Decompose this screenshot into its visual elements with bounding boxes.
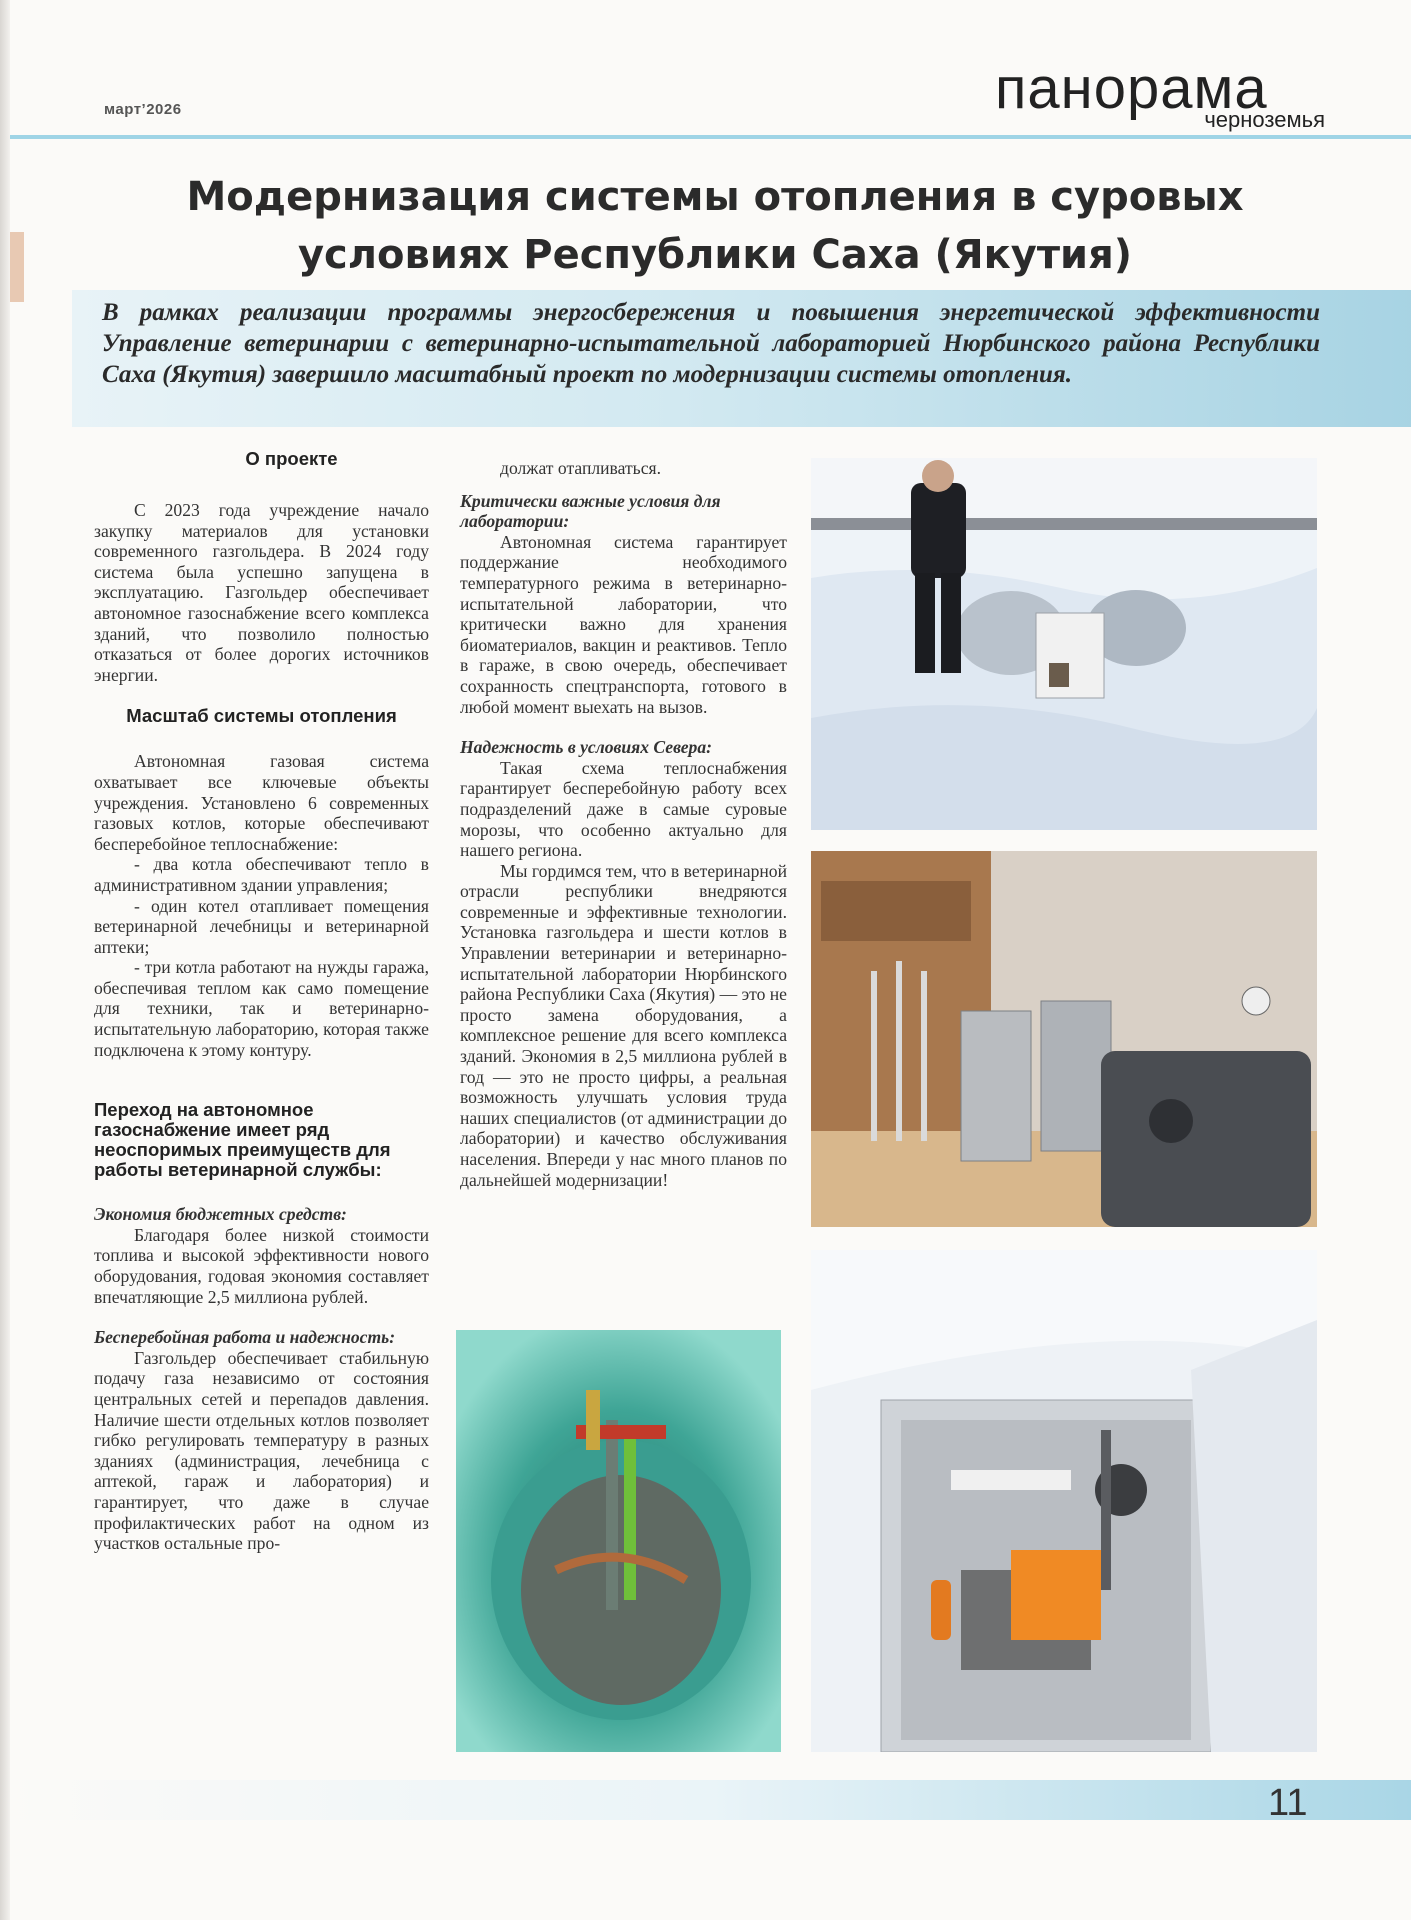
photo-gasholder-outdoor — [811, 458, 1317, 830]
heading-lab: Критически важные условия для лаборатории: — [460, 490, 721, 532]
list-item-2: - один котел отапливает помещения ветеринарной лечебницы и ветеринарной аптеки; — [94, 895, 429, 957]
title-line-1: Модернизация системы отопления в суровых — [186, 174, 1244, 220]
page-spine-shadow — [0, 0, 10, 1920]
lead-paragraph: В рамках реализации программы энергосбережения и повышения энергетической эффективности Управление ветеринарии с ветеринарно-испытательной лабораторией Нюрбинского района Республики Саха (Якутия) завершило масштабный проект по модернизации системы отопления. — [102, 299, 1320, 388]
logo-main-label: панорама — [995, 56, 1268, 121]
text-column-1 — [94, 448, 429, 1554]
heading-reliability: Бесперебойная работа и надежность: — [94, 1327, 396, 1348]
paragraph-proud: Мы гордимся тем, что в ветеринарной отрасли республики внедряются современные и эффективные технологии. Установка газгольдера и шести котлов в Управлении ветеринарии и ветеринарно-испытательной лаборатории Нюрбинского района Республики Саха (Якутия) — это не просто замена оборудования, а комплексное решение для всего комплекса зданий. Экономия в 2,5 миллиона рублей в год — это не просто цифры, а реальная возможность улучшать условия труда наших специалистов (от администрации до лаборатории) и качество обслуживания населения. Впереди у нас много планов по дальнейшей модернизации! — [460, 860, 787, 1190]
logo-subtitle: черноземья — [1204, 107, 1325, 132]
list-item-1: - два котла обеспечивают тепло в административном здании управления; — [94, 854, 429, 895]
photo-gasholder-tank — [456, 1330, 781, 1752]
text-column-2 — [460, 458, 787, 1190]
list-item-3: - три котла работают на нужды гаража, обеспечивая теплом как само помещение для техники, так и ветеринарно-испытательную лабораторию, которая также подключена к этому контуру. — [94, 957, 429, 1060]
heading-economy: Экономия бюджетных средств: — [94, 1204, 347, 1225]
title-line-2: условиях Республики Саха (Якутия) — [297, 232, 1133, 278]
heading-transition: Переход на автономное газоснабжение имеет ряд неоспоримых преимуществ для работы ветеринарной службы: — [94, 1099, 391, 1181]
side-color-tab — [10, 232, 24, 302]
article-title — [70, 168, 1360, 284]
photo-boiler-room — [811, 851, 1317, 1227]
paragraph-continuation: должат отапливаться. — [500, 458, 661, 478]
page-number: 11 — [1268, 1782, 1308, 1824]
header-rule — [10, 135, 1411, 139]
paragraph-north: Такая схема теплоснабжения гарантирует бесперебойную работу всех подразделений даже в самые суровые морозы, что особенно актуально для нашего региона. — [460, 757, 787, 861]
heading-north: Надежность в условиях Севера: — [460, 737, 713, 758]
issue-date: март’2026 — [104, 101, 182, 118]
magazine-logo — [995, 58, 1335, 136]
paragraph-lab: Автономная система гарантирует поддержание необходимого температурного режима в ветеринарно-испытательной лаборатории, что критически важно для хранения биоматериалов, вакцин и реактивов. Тепло в гараже, в свою очередь, обеспечивает сохранность спецтранспорта, готового в любой момент выехать на вызов. — [460, 531, 787, 717]
paragraph-about: С 2023 года учреждение начало закупку материалов для установки современного газгольдера. В 2024 году система была успешно запущена в эксплуатацию. Газгольдер обеспечивает автономное газоснабжение всего комплекса зданий, что позволило полностью отказаться от более дорогих источников энергии. — [94, 500, 429, 685]
heading-scale: Масштаб системы отопления — [126, 705, 397, 727]
heading-about: О проекте — [245, 448, 338, 469]
photo-equipment-cabinet — [811, 1250, 1317, 1752]
paragraph-scale: Автономная газовая система охватывает все ключевые объекты учреждения. Установлено 6 современных газовых котлов, которые обеспечивают бесперебойное теплоснабжение: — [94, 751, 429, 854]
footer-band — [10, 1780, 1411, 1820]
paragraph-economy: Благодаря более низкой стоимости топлива и высокой эффективности нового оборудования, годовая экономия составляет впечатляющие 2,5 миллиона рублей. — [94, 1224, 429, 1307]
paragraph-reliability: Газгольдер обеспечивает стабильную подачу газа независимо от состояния центральных сетей и перепадов давления. Наличие шести отдельных котлов позволяет гибко регулировать температуру в разных зданиях (администрация, лечебница с аптекой, гараж и лаборатория) и гарантирует, что даже в случае профилактических работ на одном из участков остальные про- — [94, 1347, 429, 1554]
magazine-page — [10, 0, 1411, 1920]
